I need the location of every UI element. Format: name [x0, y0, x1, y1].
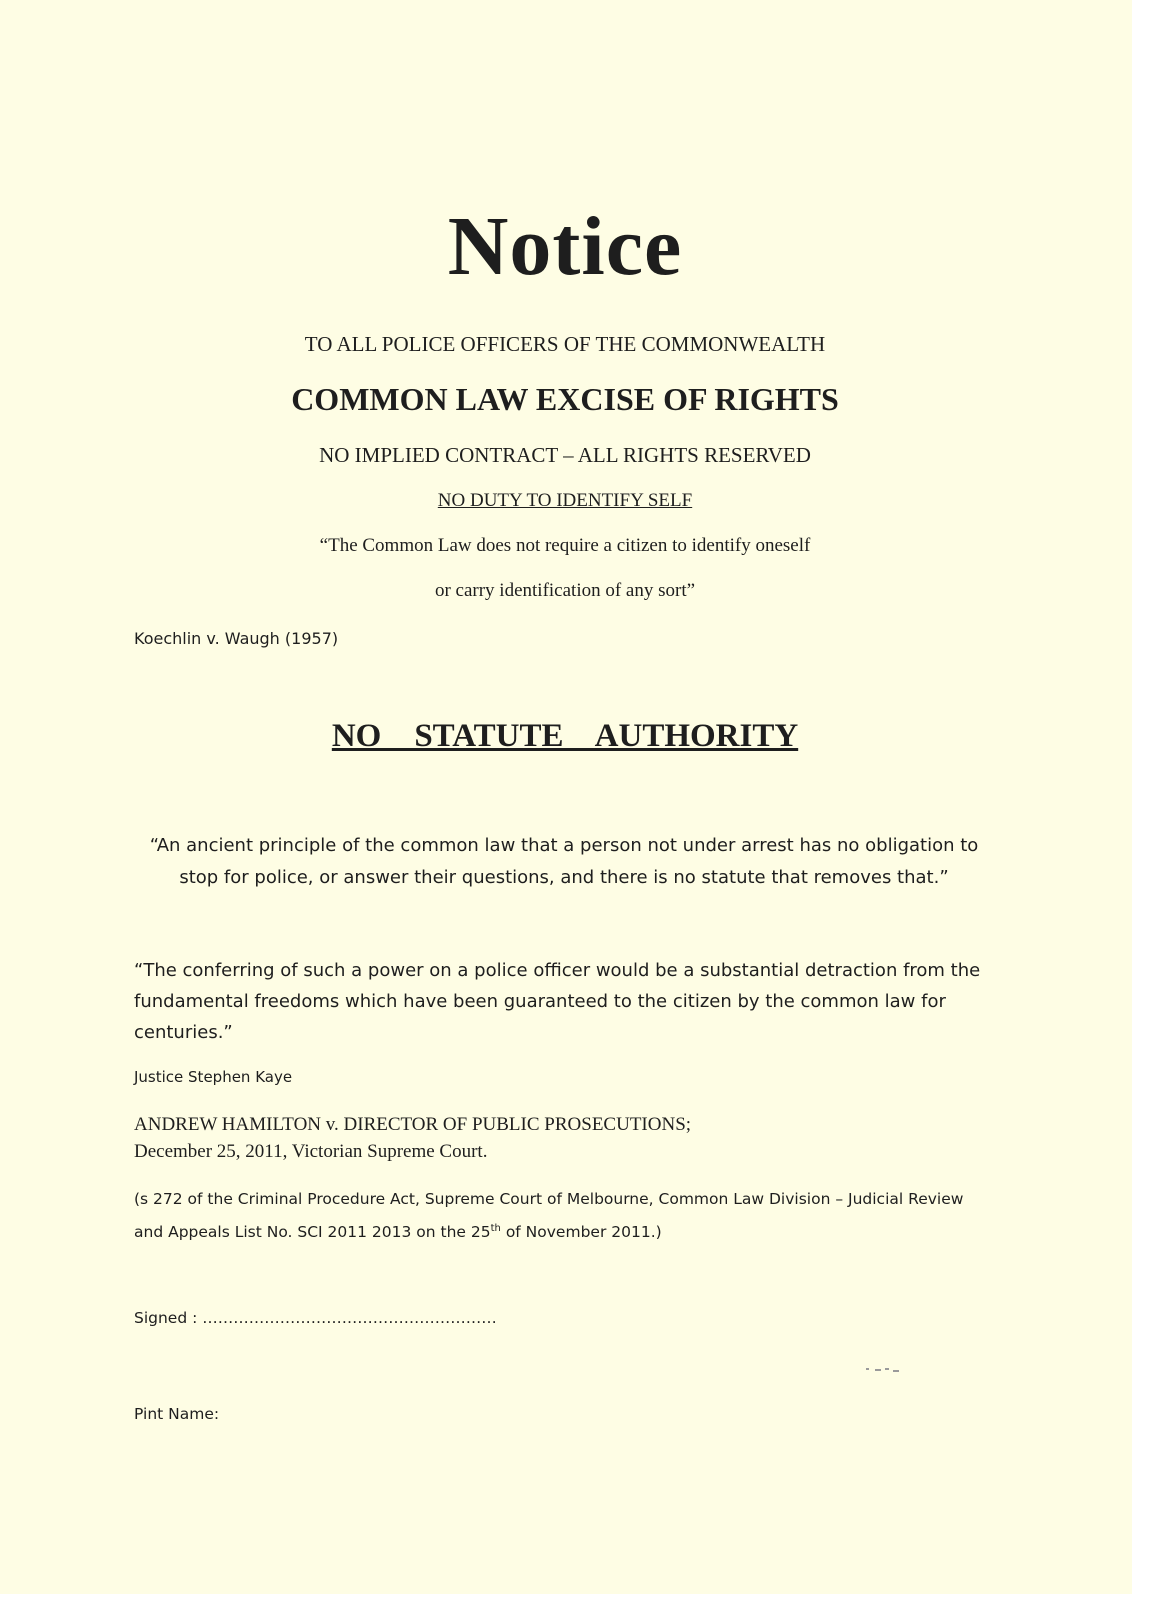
quote2-paragraph: “An ancient principle of the common law that a person not under arrest has no obligation to stop for police, or answer their questions, and there is no statute that removes that.” [149, 835, 979, 888]
judge-name: Justice Stephen Kaye [134, 1068, 293, 1086]
case2-line1: ANDREW HAMILTON v. DIRECTOR OF PUBLIC PROSECUTIONS; [134, 1114, 692, 1135]
reference-text-part2: of November 2011.) [500, 1223, 662, 1242]
signature-line: Signed : ………………………………………………… [134, 1309, 497, 1327]
quote1-line1: “The Common Law does not require a citizen to identify oneself [319, 535, 811, 556]
reference-text-part1: (s 272 of the Criminal Procedure Act, Supreme Court of Melbourne, Common Law Division – Judicial Review and Appeals List No. SCI 2011 2013 on the 25 [134, 1190, 964, 1242]
scan-speck [885, 1368, 889, 1370]
statute-heading: NO STATUTE AUTHORITY [331, 718, 799, 754]
reference-paragraph [134, 1185, 994, 1247]
scan-speck [866, 1368, 869, 1370]
main-heading: COMMON LAW EXCISE OF RIGHTS [291, 381, 839, 417]
quote1-line2: or carry identification of any sort” [434, 580, 696, 601]
print-name-line: Pint Name: [134, 1405, 220, 1423]
notice-title: Notice [447, 200, 683, 293]
case1-citation: Koechlin v. Waugh (1957) [134, 629, 339, 648]
scan-speck [875, 1369, 881, 1371]
duty-heading: NO DUTY TO IDENTIFY SELF [437, 490, 693, 511]
reference-superscript: th [490, 1223, 501, 1234]
addressee-line: TO ALL POLICE OFFICERS OF THE COMMONWEALTH [304, 332, 826, 356]
scan-speck [893, 1370, 899, 1372]
case2-line2: December 25, 2011, Victorian Supreme Court. [134, 1141, 488, 1162]
page-bottom-margin [0, 1594, 1162, 1600]
implied-contract-line: NO IMPLIED CONTRACT – ALL RIGHTS RESERVED [319, 443, 811, 467]
page-right-margin [1132, 0, 1162, 1600]
quote3-paragraph: “The conferring of such a power on a police officer would be a substantial detraction from the fundamental freedoms which have been guaranteed to the citizen by the common law for centuries.” [134, 960, 981, 1043]
